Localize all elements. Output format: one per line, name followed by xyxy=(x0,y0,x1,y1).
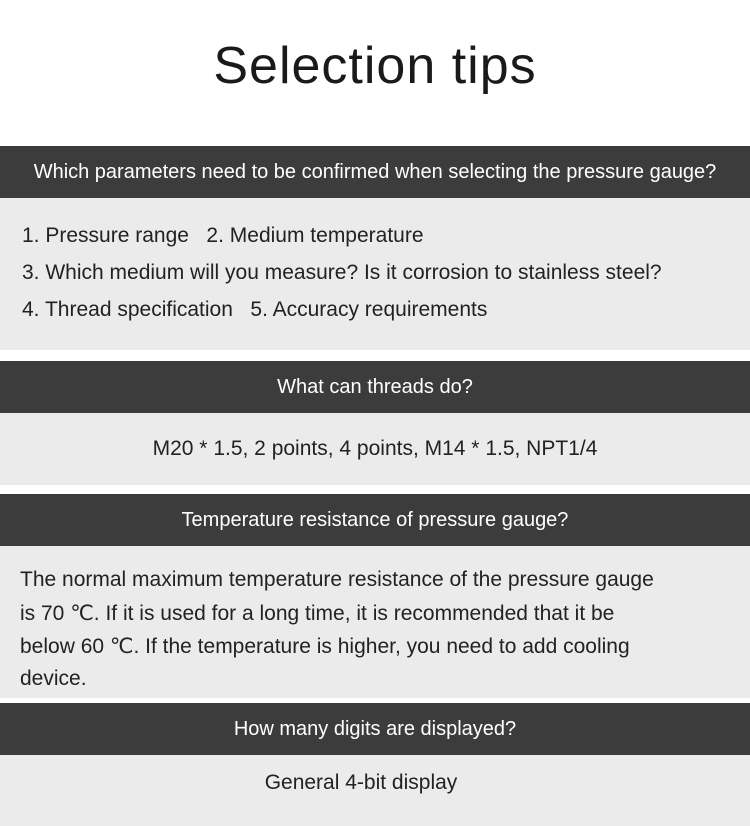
section-heading-digits: How many digits are displayed? xyxy=(0,703,750,755)
temperature-line: device. xyxy=(20,667,87,690)
page-title: Selection tips xyxy=(213,37,537,95)
digits-text: General 4-bit display xyxy=(264,771,458,794)
section-heading-parameters: Which parameters need to be confirmed when selecting the pressure gauge? xyxy=(0,146,750,198)
section-panel-temperature xyxy=(0,546,750,698)
section-panel-parameters xyxy=(0,198,750,350)
temperature-line: below 60 ℃. If the temperature is higher, you need to add cooling xyxy=(20,635,630,658)
parameter-line: 3. Which medium will you measure? Is it corrosion to stainless steel? xyxy=(22,261,662,284)
section-panel-threads xyxy=(0,413,750,485)
parameter-line: 4. Thread specification 5. Accuracy requirements xyxy=(22,298,488,321)
section-panel-digits xyxy=(0,755,750,826)
threads-text: M20 * 1.5, 2 points, 4 points, M14 * 1.5, NPT1/4 xyxy=(152,437,598,460)
parameter-line: 1. Pressure range 2. Medium temperature xyxy=(22,224,424,247)
temperature-line: The normal maximum temperature resistance of the pressure gauge xyxy=(20,568,654,591)
section-heading-temperature: Temperature resistance of pressure gauge? xyxy=(0,494,750,546)
temperature-line: is 70 ℃. If it is used for a long time, it is recommended that it be xyxy=(20,602,615,625)
section-heading-threads: What can threads do? xyxy=(0,361,750,413)
